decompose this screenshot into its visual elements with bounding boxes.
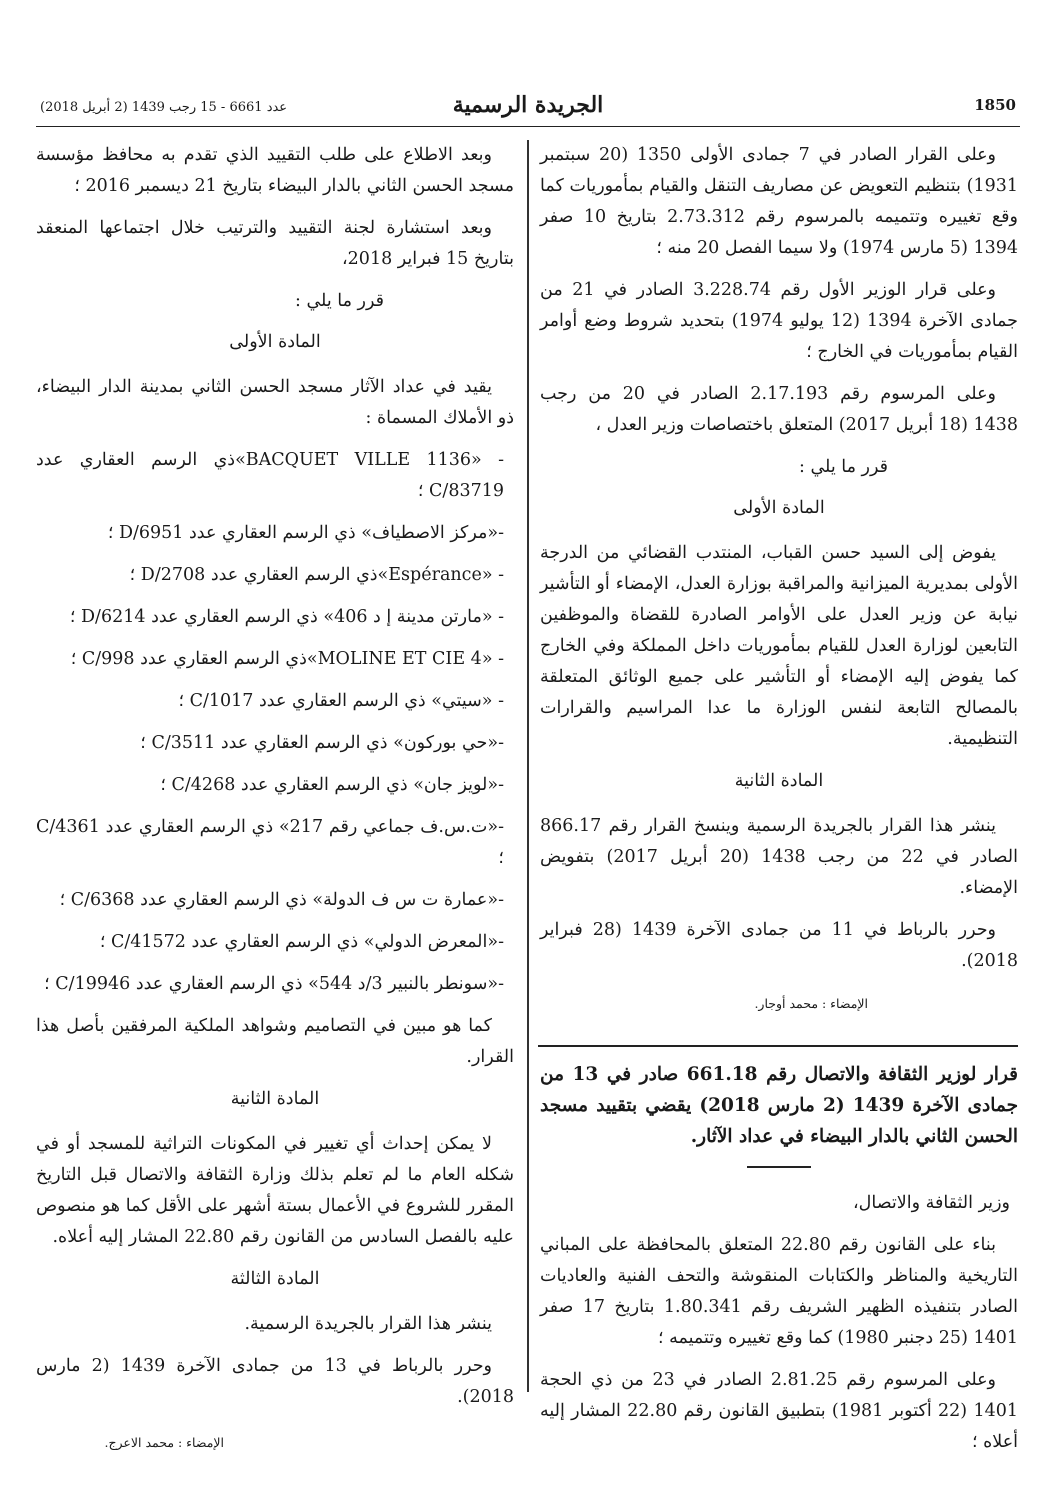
decided-heading: قرر ما يلي : [798, 457, 888, 477]
left-column [36, 140, 514, 1458]
signature: الإمضاء : محمد أوجار. [754, 996, 868, 1011]
article-text: يقيد في عداد الآثار مسجد الحسن الثاني بمدينة الدار البيضاء، ذو الأملاك المسماة : [36, 377, 514, 428]
article-text: ينشر هذا القرار بالجريدة الرسمية. [244, 1314, 492, 1334]
paragraph: بناء على القانون رقم 22.80 المتعلق بالمحافظة على المباني التاريخية والمناظر والكتابات المنقوشة والتحف الفنية والعاديات الصادر بتنفيذه الظهير الشريف رقم 1.80.341 بتاريخ 17 صفر 1401 (25 دجنبر 1980) كما وقع تغييره وتتميمه ؛ [540, 1234, 1018, 1348]
decided-heading: قرر ما يلي : [294, 291, 384, 311]
property-item: - «مارتن مدينة إ د 406» ذي الرسم العقاري عدد D/6214 ؛ [69, 607, 504, 627]
section-separator [538, 1045, 1018, 1047]
property-item: - «MOLINE ET CIE 4»ذي الرسم العقاري عدد C/998 ؛ [70, 649, 504, 669]
property-item: - «سيتي» ذي الرسم العقاري عدد C/1017 ؛ [178, 691, 504, 711]
page-header [36, 92, 1020, 127]
article-title: المادة الثالثة [230, 1269, 320, 1289]
signature: الإمضاء : محمد الاعرج. [104, 1435, 224, 1450]
property-item: - «BACQUET VILLE 1136»ذي الرسم العقاري عدد C/83719 ؛ [36, 450, 504, 501]
done-at: وحرر بالرباط في 11 من جمادى الآخرة 1439 (28 فبراير 2018). [540, 920, 1018, 971]
article-title: المادة الأولى [229, 332, 321, 352]
minister-line: وزير الثقافة والاتصال، [853, 1192, 1010, 1213]
article-title: المادة الثانية [734, 771, 824, 791]
article-text: يفوض إلى السيد حسن القباب، المنتدب القضائي من الدرجة الأولى بمديرية الميزانية والمراقبة بوزارة العدل، الإمضاء أو التأشير نيابة عن وزير العدل على الأوامر الصادرة للقضاة والموظفين التابعين لوزارة العدل للقيام بمأموريات داخل المملكة وفي الخارج كما يفوض إليه الإمضاء أو التأشير على جميع الوثائق المتعلقة بالمصالح التابعة لنفس الوزارة ما عدا المراسيم والقرارات التنظيمية. [540, 543, 1018, 749]
paragraph: وبعد استشارة لجنة التقييد والترتيب خلال اجتماعها المنعقد بتاريخ 15 فبراير 2018، [36, 218, 514, 269]
page-number: 1850 [974, 96, 1016, 114]
paragraph: وعلى المرسوم رقم 2.81.25 الصادر في 23 من ذي الحجة 1401 (22 أكتوبر 1981) بتطبيق القانون رقم 22.80 المشار إليه أعلاه ؛ [540, 1369, 1018, 1452]
column-divider [527, 140, 529, 1392]
decree-title: قرار لوزير الثقافة والاتصال رقم 661.18 صادر في 13 من جمادى الآخرة 1439 (2 مارس 2018) يقضي بتقييد مسجد الحسن الثاني بالدار البيضاء في عداد الآثار. [540, 1064, 1019, 1147]
title-rule [747, 1166, 811, 1168]
gazette-title: الجريدة الرسمية [452, 92, 604, 118]
done-at: وحرر بالرباط في 13 من جمادى الآخرة 1439 (2 مارس 2018). [36, 1356, 514, 1407]
article-title: المادة الثانية [230, 1089, 320, 1109]
right-column [540, 140, 1018, 1469]
paragraph: وعلى قرار الوزير الأول رقم 3.228.74 الصادر في 21 من جمادى الآخرة 1394 (12 يوليو 1974) بتحديد شروط وضع أوامر القيام بمأموريات في الخارج ؛ [540, 280, 1018, 362]
article-text: كما هو مبين في التصاميم وشواهد الملكية المرفقين بأصل هذا القرار. [36, 1016, 514, 1067]
paragraph: وبعد الاطلاع على طلب التقييد الذي تقدم به محافظ مؤسسة مسجد الحسن الثاني بالدار البيضاء بتاريخ 21 ديسمبر 2016 ؛ [36, 145, 514, 196]
article-text: لا يمكن إحداث أي تغيير في المكونات التراثية للمسجد أو في شكله العام ما لم تعلم بذلك وزارة الثقافة والاتصال قبل التاريخ المقرر للشروع في الأعمال بستة أشهر على الأقل كما هو منصوص عليه بالفصل السادس من القانون رقم 22.80 المشار إليه أعلاه. [36, 1134, 514, 1247]
property-item: -«حي بوركون» ذي الرسم العقاري عدد C/3511 ؛ [140, 733, 504, 753]
property-item: -«لويز جان» ذي الرسم العقاري عدد C/4268 ؛ [160, 775, 504, 795]
property-item: -«ت.س.ف جماعي رقم 217» ذي الرسم العقاري عدد C/4361 ؛ [36, 817, 505, 868]
property-item: - «Espérance»ذي الرسم العقاري عدد D/2708 ؛ [129, 565, 504, 585]
paragraph: وعلى المرسوم رقم 2.17.193 الصادر في 20 من رجب 1438 (18 أبريل 2017) المتعلق باختصاصات وزير العدل ، [540, 384, 1018, 435]
article-text: ينشر هذا القرار بالجريدة الرسمية وينسخ القرار رقم 866.17 الصادر في 22 من رجب 1438 (20 أبريل 2017) بتفويض الإمضاء. [540, 816, 1019, 898]
property-item: -«عمارة ت س ف الدولة» ذي الرسم العقاري عدد C/6368 ؛ [59, 890, 504, 910]
paragraph: وعلى القرار الصادر في 7 جمادى الأولى 1350 (20 سبتمبر 1931) بتنظيم التعويض عن مصاريف التنقل والقيام بمأموريات كما وقع تغييره وتتميمه بالمرسوم رقم 2.73.312 بتاريخ 10 صفر 1394 (5 مارس 1974) ولا سيما الفصل 20 منه ؛ [540, 145, 1019, 258]
article-title: المادة الأولى [733, 498, 825, 518]
issue-info: عدد 6661 - 15 رجب 1439 (2 أبريل 2018) [40, 100, 288, 115]
property-item: -«المعرض الدولي» ذي الرسم العقاري عدد C/41572 ؛ [99, 932, 504, 952]
property-item: -«سونطر بالنبير 3/د 544» ذي الرسم العقاري عدد C/19946 ؛ [44, 974, 504, 994]
property-item: -«مركز الاصطياف» ذي الرسم العقاري عدد D/6951 ؛ [107, 523, 504, 543]
